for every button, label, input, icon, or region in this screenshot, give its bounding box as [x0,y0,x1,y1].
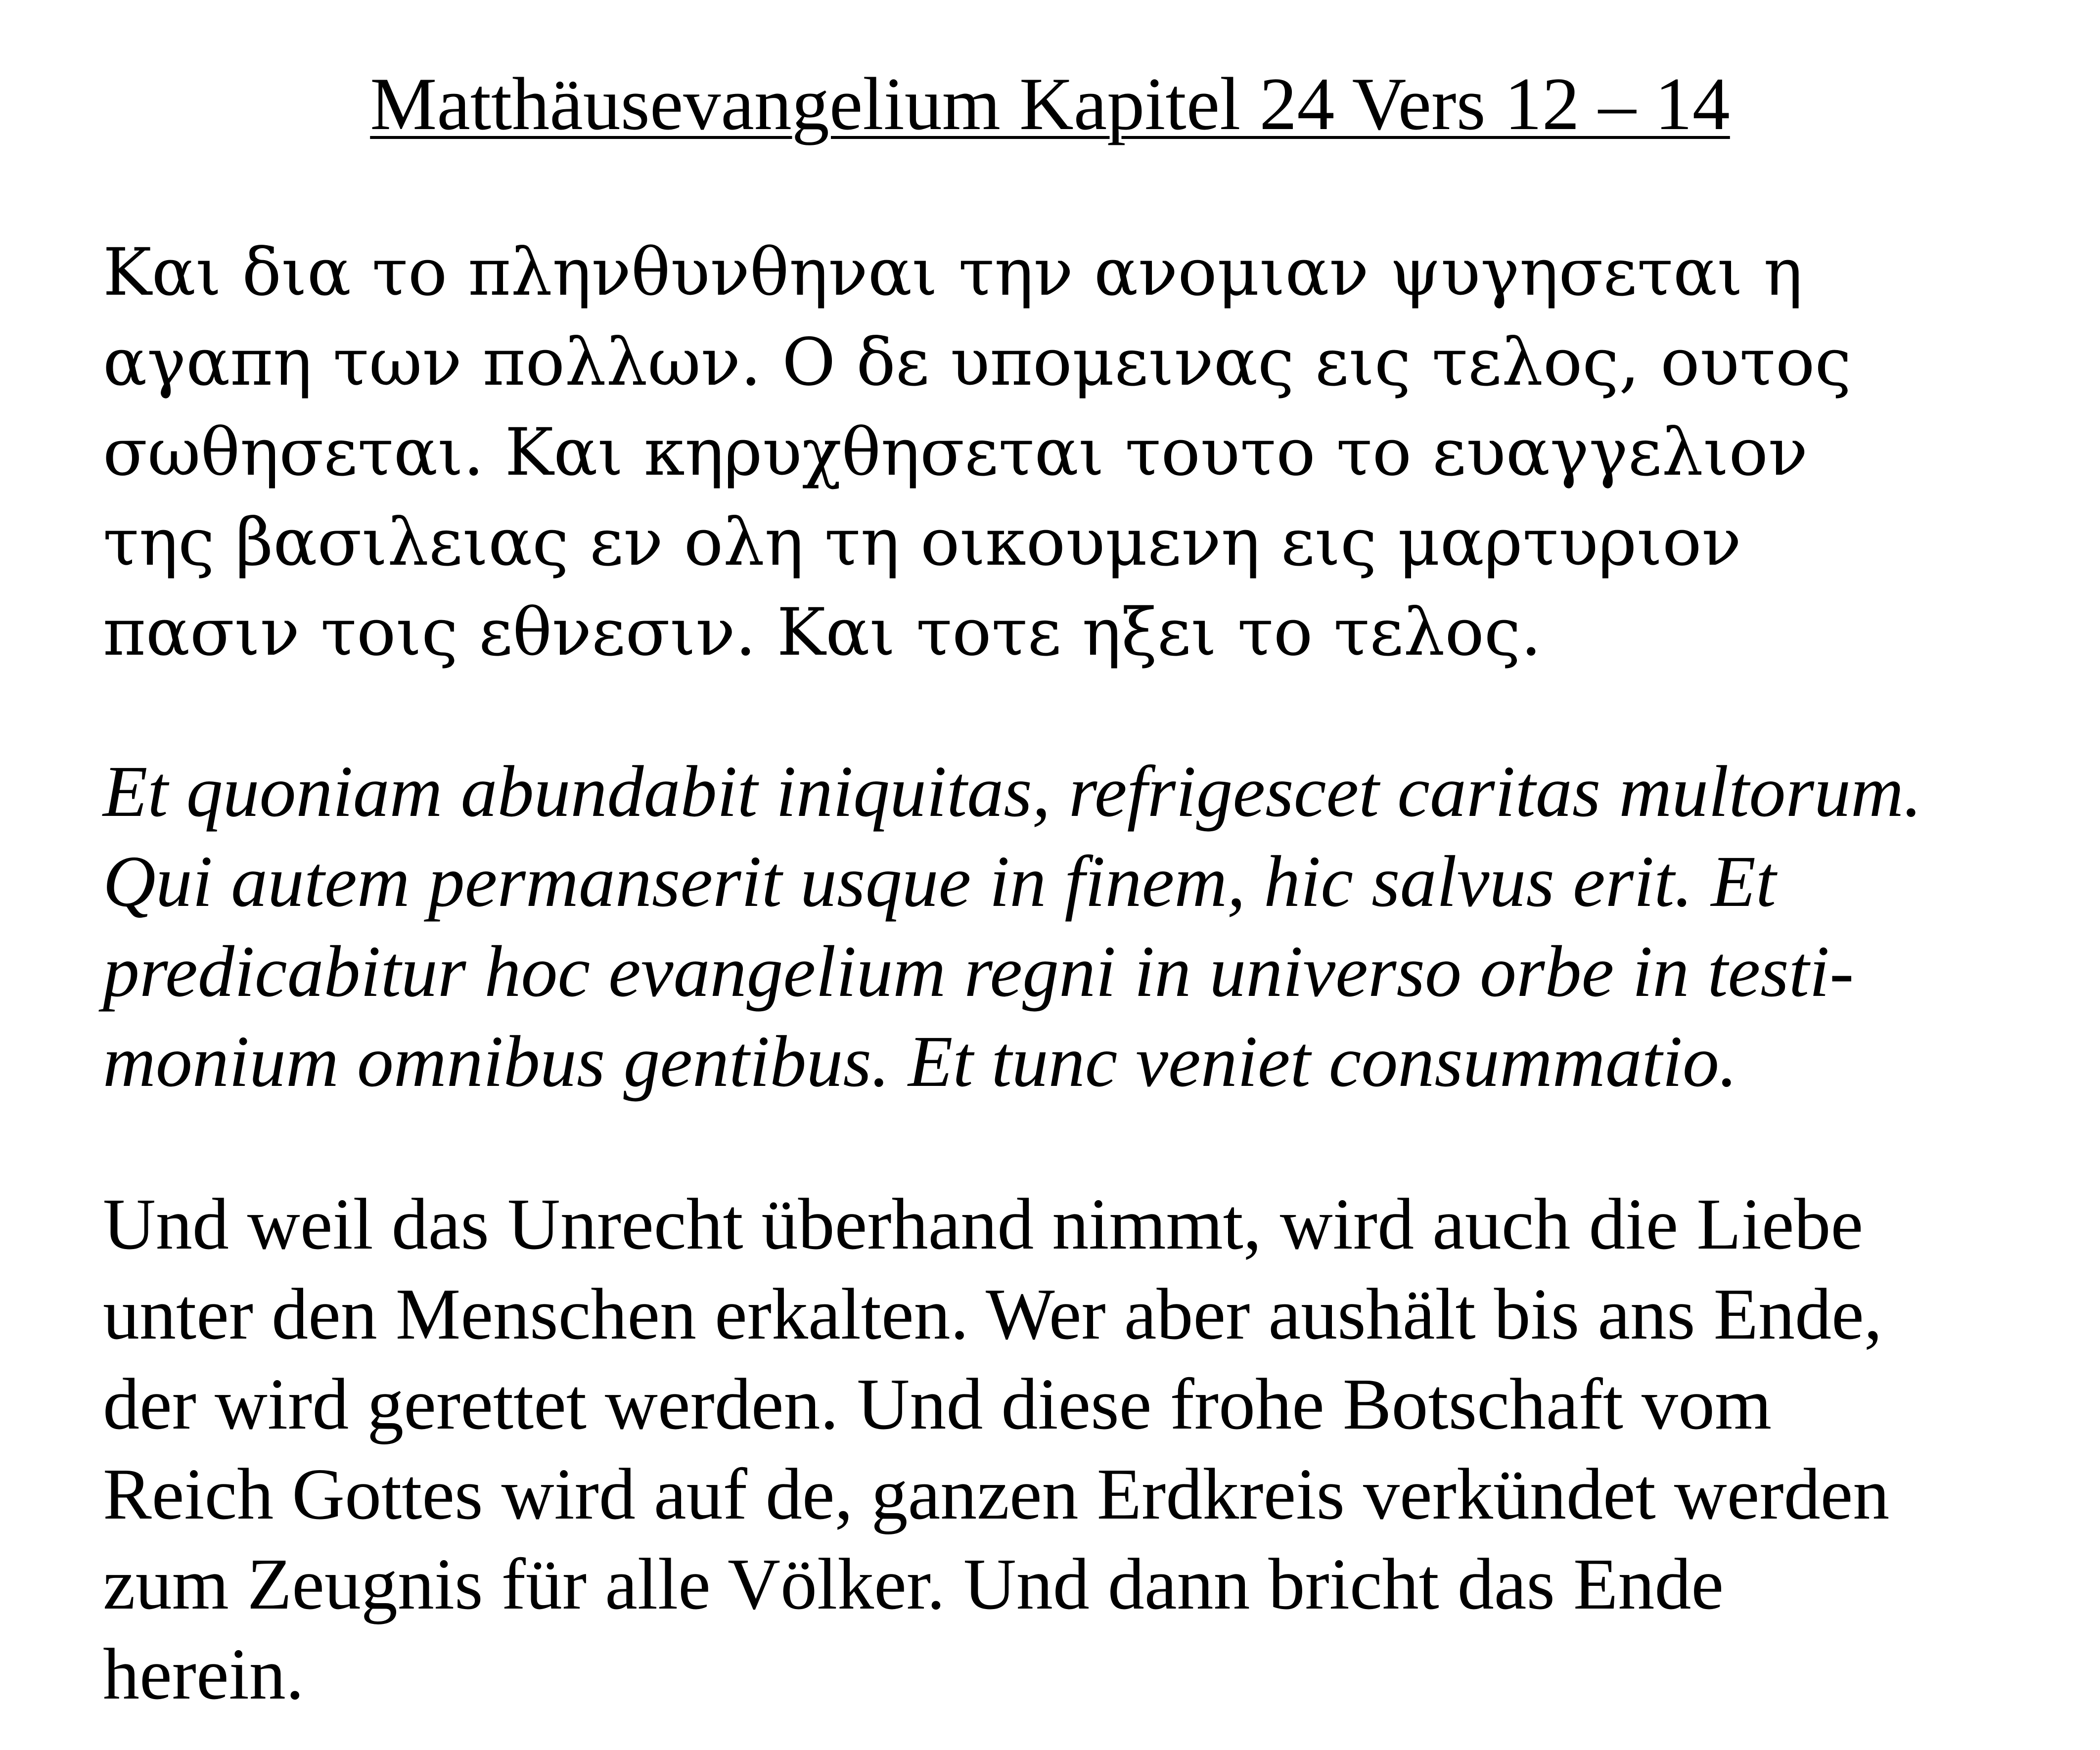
german-line: Und weil das Unrecht überhand nimmt, wird auch die Liebe [103,1184,1864,1265]
german-paragraph [103,1179,1889,1719]
greek-line: πασιν τοις εθνεσιν. Και τοτε ηξει το τελος. [103,594,1542,671]
document-title-container [0,54,2100,153]
greek-line: Και δια το πληνθυνθηναι την ανομιαν ψυγησεται η [103,234,1803,311]
greek-line: της βασιλειας εν ολη τη οικουμενη εις μαρτυριον [103,504,1741,581]
latin-paragraph [103,747,1922,1107]
latin-line: Qui autem permanserit usque in finem, hic salvus erit. Et [103,841,1777,922]
german-line: Reich Gottes wird auf de, ganzen Erdkreis verkündet werden [103,1454,1890,1535]
latin-line: monium omnibus gentibus. Et tunc veniet consummatio. [103,1021,1737,1102]
german-line: unter den Menschen erkalten. Wer aber aushält bis ans Ende, [103,1274,1882,1355]
german-line: zum Zeugnis für alle Völker. Und dann bricht das Ende [103,1544,1724,1625]
greek-line: αγαπη των πολλων. Ο δε υπομεινας εις τελος, ουτος [103,324,1852,401]
german-line: der wird gerettet werden. Und diese frohe Botschaft vom [103,1364,1772,1445]
document-title: Matthäusevangelium Kapitel 24 Vers 12 – 14 [370,62,1730,145]
greek-line: σωθησεται. Και κηρυχθησεται τουτο το ευαγγελιον [103,414,1808,491]
greek-paragraph [103,227,1851,677]
german-line: herein. [103,1634,304,1715]
latin-line: Et quoniam abundabit iniquitas, refrigescet caritas multorum. [103,751,1922,832]
latin-line: predicabitur hoc evangelium regni in universo orbe in testi- [103,931,1854,1012]
